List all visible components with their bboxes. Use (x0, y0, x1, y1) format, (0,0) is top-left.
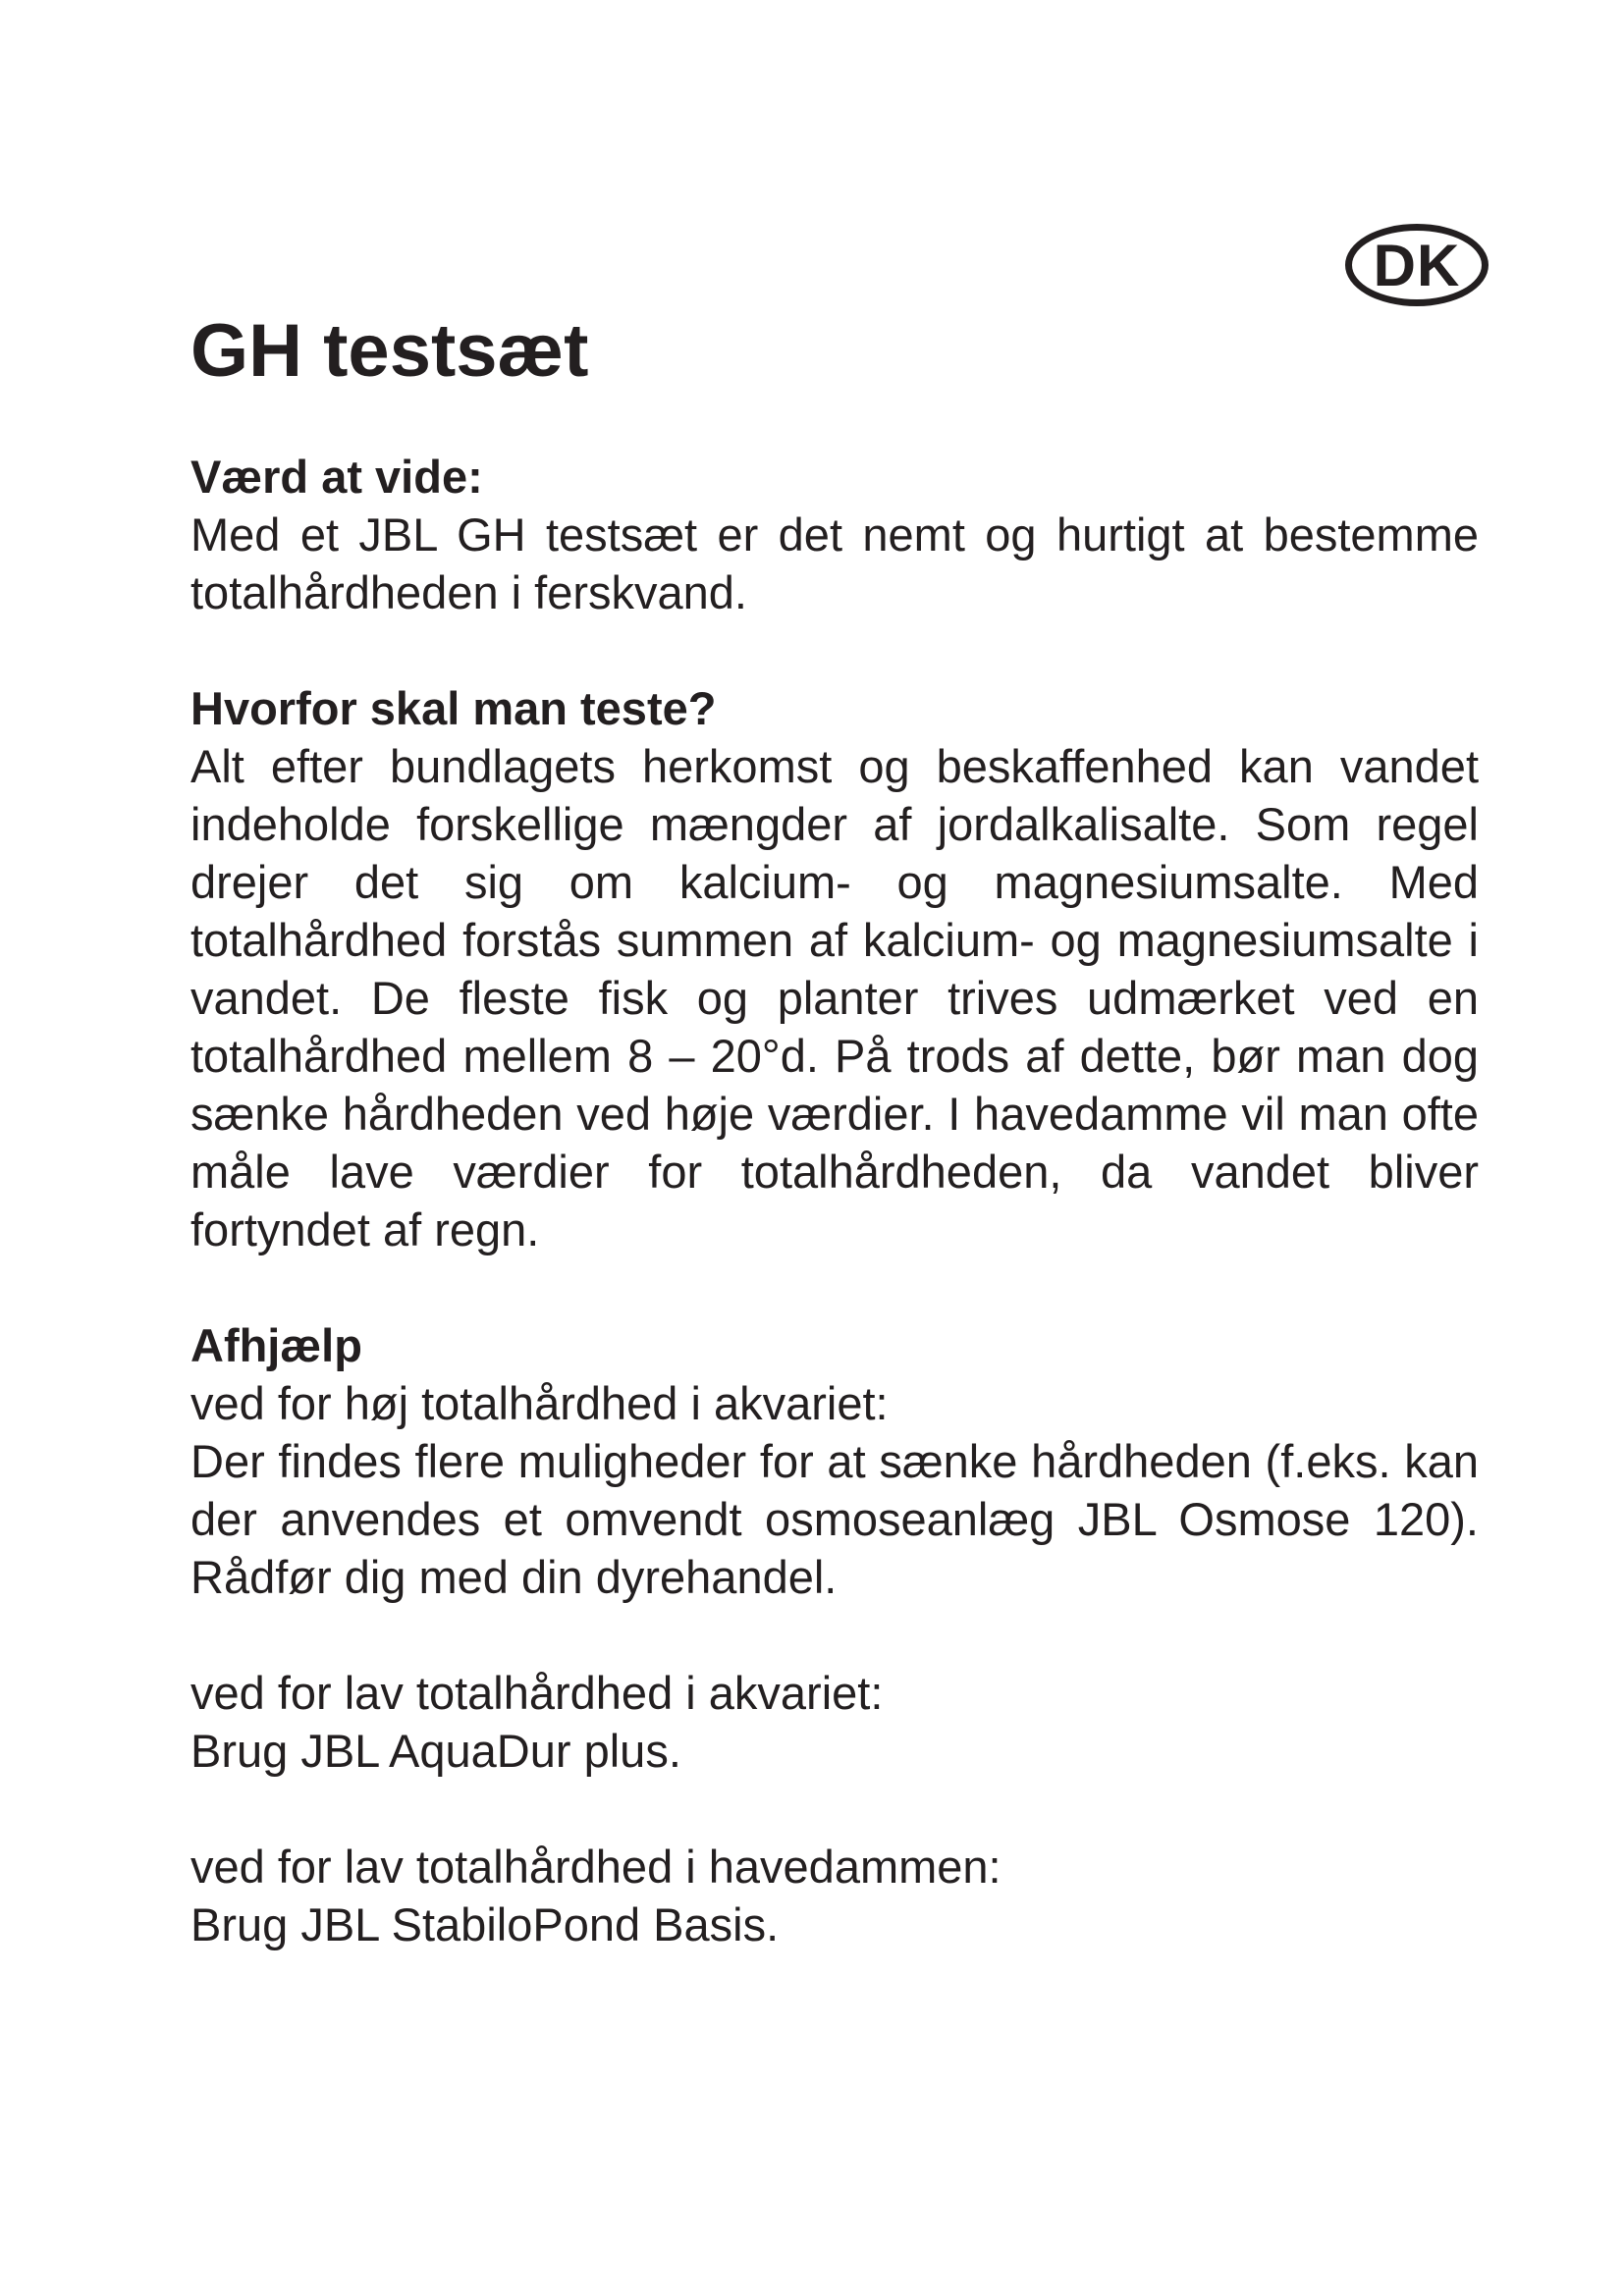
document-body (190, 448, 1479, 1953)
remedy-high-text: Der findes flere muligheder for at sænke hårdheden (f.eks. kan der anvendes et omvendt osmoseanlæg JBL Osmose 120). Rådfør dig med din dyrehandel. (190, 1435, 1479, 1603)
remedy-low-pond-text: Brug JBL StabiloPond Basis. (190, 1898, 780, 1950)
country-badge (1345, 224, 1489, 306)
section-heading-remedy: Afhjælp (190, 1319, 362, 1371)
section-text-know: Med et JBL GH testsæt er det nemt og hurtigt at bestemme totalhårdheden i ferskvand. (190, 508, 1479, 618)
section-text-why: Alt efter bundlagets herkomst og beskaffenhed kan vandet indeholde forskellige mængder af jordalkalisalte. Som regel drejer det sig om kalcium- og magnesiumsalte. Med totalhårdhed forstås summen af kalcium- og magnesiumsalte i vandet. De fleste fisk og planter trives udmærket ved en totalhårdhed mellem 8 – 20°d. På trods af dette, bør man dog sænke hårdheden ved høje værdier. I havedamme vil man ofte måle lave værdier for totalhårdheden, da vandet bliver fortyndet af regn. (190, 740, 1479, 1255)
section-heading-why: Hvorfor skal man teste? (190, 682, 717, 734)
remedy-high-label: ved for høj totalhårdhed i akvariet: (190, 1377, 889, 1429)
remedy-low-aquarium-text: Brug JBL AquaDur plus. (190, 1725, 681, 1777)
remedy-low-pond-label: ved for lav totalhårdhed i havedammen: (190, 1841, 1001, 1893)
section-heading-know: Værd at vide: (190, 451, 483, 503)
page-title: GH testsæt (190, 309, 589, 393)
country-code: DK (1373, 233, 1461, 298)
remedy-low-aquarium-label: ved for lav totalhårdhed i akvariet: (190, 1667, 884, 1719)
